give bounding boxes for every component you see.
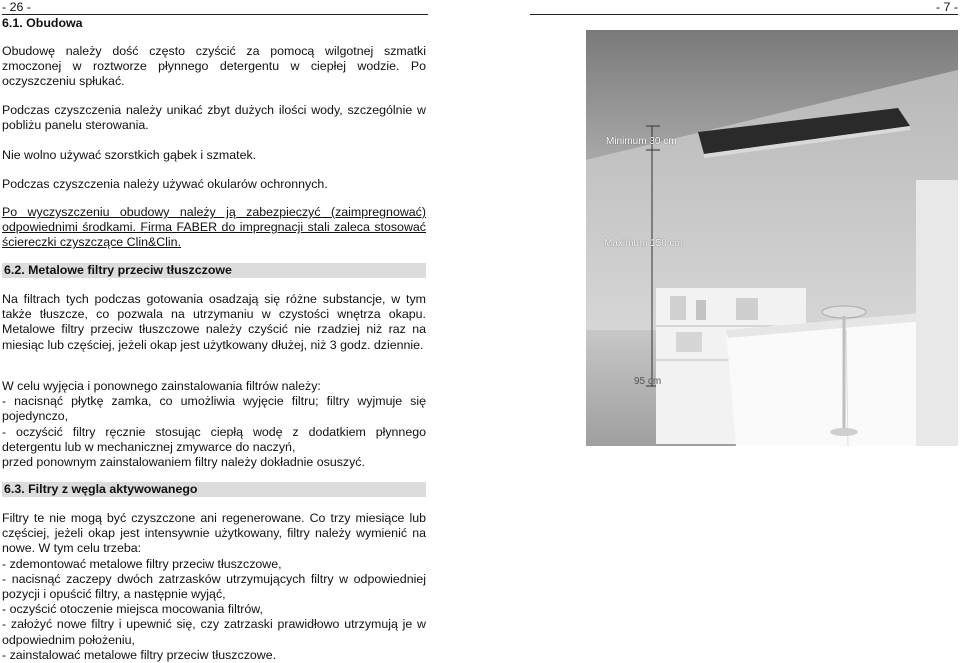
step-item: przed ponownym zainstalowaniem filtry należy dokładnie osuszyć. (2, 455, 365, 470)
section-6-1-heading: 6.1. Obudowa (2, 16, 83, 30)
step-item: - nacisnąć płytkę zamka, co umożliwia wyjęcie filtru; filtry wyjmuje się pojedynczo, (2, 394, 426, 424)
step-item: - nacisnąć zaczepy dwóch zatrzasków utrzymujących filtry w odpowiedniej pozycji i opuścić filtry, a następnie wyjąć, (2, 571, 426, 602)
label-95cm: 95 cm (634, 376, 662, 387)
header-rule-left (2, 14, 428, 15)
label-maximum: Maximum 150 cm (604, 238, 683, 249)
header-rule-right (530, 14, 958, 15)
steps-intro: W celu wyjęcia i ponownego zainstalowania filtrów należy: (2, 379, 321, 393)
impregnation-paragraph: Po wyczyszczeniu obudowy należy ją zabezpieczyć (zaimpregnować) odpowiednimi środkami. Firma FABER do impregnacji stali zaleca stosować ściereczki czyszczące Clin&Clin. (2, 205, 426, 250)
paragraph: Na filtrach tych podczas gotowania osadzają się różne substancje, w tym także tłuszcze, co pozwala na utrzymaniu w czystości wnętrza okapu. Metalowe filtry przeciw tłuszczowe należy czyścić nie rzadziej niż raz na miesiąc lub częściej, jeżeli okap jest użytkowany dłużej, niż 3 godz. dziennie. (2, 292, 426, 352)
paragraph: Podczas czyszczenia należy używać okularów ochronnych. (2, 177, 328, 191)
step-item: - założyć nowe filtry i upewnić się, czy zatrzaski prawidłowo utrzymują je w odpowiednim położeniu, (2, 617, 426, 647)
left-page-number: - 26 - (2, 0, 31, 14)
paragraph: Obudowę należy dość często czyścić za pomocą wilgotnej szmatki zmoczonej w roztworze płynnego detergentu w ciepłej wodzie. Po oczyszczeniu spłukać. (2, 44, 426, 89)
label-minimum: Minimum 30 cm (606, 136, 677, 147)
section-6-2-heading: 6.2. Metalowe filtry przeciw tłuszczowe (2, 263, 426, 278)
paragraph: Podczas czyszczenia należy unikać zbyt dużych ilości wody, szczególnie w pobliżu panelu sterowania. (2, 103, 426, 133)
paragraph: Nie wolno używać szorstkich gąbek i szmatek. (2, 148, 257, 162)
filter-removal-steps (2, 379, 426, 470)
section-6-3-heading: 6.3. Filtry z węgla aktywowanego (2, 482, 426, 497)
step-item: - zdemontować metalowe filtry przeciw tłuszczowe, (2, 556, 282, 571)
paragraph: Filtry te nie mogą być czyszczone ani regenerowane. Co trzy miesiące lub częściej, jeżeli okap jest intensywnie użytkowany, filtry należy wymienić na nowe. W tym celu trzeba: (2, 511, 426, 556)
kitchen-hood-photo (586, 30, 958, 446)
carbon-filter-section (2, 511, 426, 663)
step-item: - zainstalować metalowe filtry przeciw tłuszczowe. (2, 647, 277, 662)
step-item: - oczyścić filtry ręcznie stosując ciepłą wodę z dodatkiem płynnego detergentu lub w mechanicznej zmywarce do naczyń, (2, 424, 426, 454)
step-item: - oczyścić otoczenie miejsca mocowania filtrów, (2, 602, 263, 617)
right-page-number: - 7 - (935, 0, 958, 14)
